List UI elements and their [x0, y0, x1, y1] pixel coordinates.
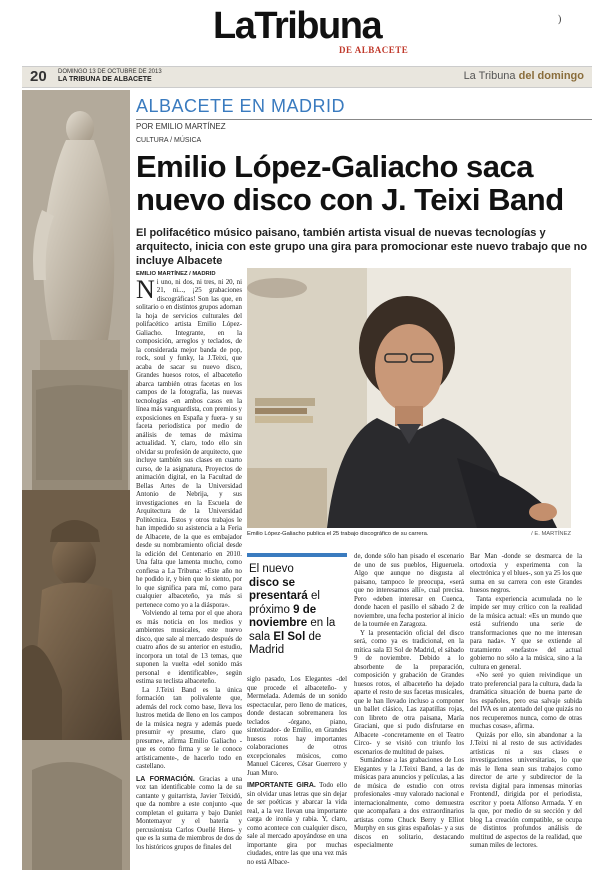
photo-caption — [247, 531, 571, 537]
column-4-paragraph-2: Tanta experiencia acumulada no le impide ser muy crítico con la realidad de la música actual: «Es un mundo que está sufriendo una serie de transformaciones que no me interesan para nada». Y que se extiende al tratamiento «nefasto» del actual gobierno no sólo a la música, sino a la cultura en general. — [470, 595, 582, 671]
article-column-3 — [354, 553, 464, 870]
masthead-subtitle: DE ALBACETE — [339, 45, 409, 55]
pull-quote-l4: 9 de noviembre — [249, 603, 317, 629]
column-2-paragraph-2: Todo ello sin olvidar unas letras que sin dejar de ser poéticas y abarcar la vida real, a la vez llevan una importante carga de ironía y rabia. Y, claro, como acontece con cualquier disco, sale al mercado apoyándose en una importante gira por muchas ciudades, entre las que una vez más no está Albace- — [247, 782, 347, 866]
musician-illustration — [247, 268, 571, 528]
masthead — [0, 0, 616, 62]
column-3-paragraph-3: Sumándose a las grabaciones de Los Elegantes y la J.Teixi Band, a las de músicas para anuncios y películas, a las de música de estudio con otros profesionales -muy valorado nacional e internacionalmente, como demuestra que acompañara a dos extraordinarios artistas como Chuck Berry y Elliot Murphy en sus giras españolas- y a sus discos en solitario, destacando especialmente — [354, 757, 464, 849]
column-2-paragraph-1: siglo pasado, Los Elegantes -del que procede el albaceteño- y Mermelada. Además de un sonido espectacular, pero lleno de matices, donde destacan sobremanera los teclados -órgano, piano, sintetizador- de Emilio, en Grandes huesos rotos hay importantes colaboraciones de otros excepcionales músicos, como Manuel Cáceres, César Guerrero y Juan Muro. — [247, 676, 347, 777]
supplement-lead: La Tribuna — [463, 70, 516, 82]
folio-publication: LA TRIBUNA DE ALBACETE — [58, 76, 152, 83]
column-1-paragraph-1: i uno, ni dos, ni tres, ni 20, ni 21, ni..., ¡25 grabaciones discográficas! Son las que, en solitario o en distintos grupos adornan la hoja de servicios culturales del polifacético artista Emilio López-Galiacho. Integrante, en la composición, arreglos y teclados, de la considerada mejor banda de pop, rock, soul y funky, la J.Teixi, que acaba de sacar su nuevo disco, Grandes huesos rotos, el albaceteño abarca también otras facetas en los campos de la fotografía, las nuevas tecnologías -en ambos casos en la línea más vanguardista, con premios y exposiciones en España y fuera- y su faceta periodística por medio de análisis de temas de máxima actualidad. Y, claro, todo ello sin olvidar su profesión de arquitecto, que incluye también sus clases en cuarto curso, de la asignatura, Proyectos de animación digital, en la Facultad de Bellas Artes de la Universidad Antonio de Nebrija, y sus investigaciones en la Escuela de Arquitectura de la Universidad Politécnica. Estos y otros trabajos le han impedido su asistencia a la Feria de Albacete, de la que es embajador desde su nombramiento oficial desde la edición del Centenario en 2010. Una falta que lamenta mucho, como confiesa a La Tribuna: «Este año no he podido ir, y bien que lo siento, por lo que significa para mí, como para cualquier albaceteño, ya más si pertenece como yo a la diáspora». — [136, 278, 242, 609]
pull-quote-l2: disco se presentará — [249, 576, 308, 602]
page-number: 20 — [30, 68, 47, 85]
pull-quote-l7: de Madrid — [249, 630, 322, 656]
column-4-paragraph-1: Bar Man -donde se desmarca de la ortodoxia y experimenta con la electrónica y el blues-, son ya 25 los que suma en su carrera con este Grandes huesos negros. — [470, 553, 582, 594]
section-divider — [136, 119, 592, 120]
pull-quote-l1: El nuevo — [249, 563, 294, 575]
article-column-1 — [136, 270, 242, 870]
folio-bar — [22, 66, 592, 88]
column-1-paragraph-2: Volviendo al tema por el que ahora es más noticia en los medios y ambientes musicales, este nuevo disco, que sale al mercado después de cuatro años de su anterior en estudio, incorpora un total de 13 temas, que suponen la vuelta «del sonido más personal e identificable», según estima su teclista albaceteño. — [136, 610, 242, 685]
article-column-4 — [470, 553, 582, 870]
masthead-title: LaTribuna — [213, 5, 382, 47]
headline: Emilio López-Galiacho saca nuevo disco con J. Teixi Band — [136, 149, 564, 217]
column-3-paragraph-2: Y la presentación oficial del disco será, como ya es tradicional, en la mítica sala El Sol de Madrid, el sábado 9 de noviembre. Debido a lo absorbente de la preparación, composición y grabación de Grandes huesos rotos, el albaceteño ha dejado aparte el resto de sus facetas musicales, que le han llevado incluso a componer un ballet clásico, Las zapatillas rojas, con libreto de otra paisana, María Graciani, que si pudo disfrutarse en Albacete -concretamente en el Teatro Circo- y se visitó con triunfo los escenarios de multitud de países. — [354, 629, 464, 756]
photo-credit: / E. MARTÍNEZ — [531, 531, 571, 537]
musician-photo — [247, 268, 571, 528]
category-label: CULTURA / MÚSICA — [136, 137, 202, 144]
column-4-paragraph-4: Quizás por ello, sin abandonar a la J.Teixi ni al resto de sus actividades artísticas ni a sus clases e investigaciones universitarias, lo que más le llena sean sus trabajos como director de arte y subdirector de la revista digital para inmensas minorías FrontendJ, dirigida por el periodista, escritor y poeta Alfonso Armada. Y en la que, por medio de su sección y del blog La creación compatible, se ocupa de distintos profundos análisis de multitud de aspectos de la realidad, que suman miles de lectores. — [470, 731, 582, 849]
supplement-name — [464, 70, 584, 82]
subhead-tour: IMPORTANTE GIRA. — [247, 782, 316, 789]
deck: El polifacético músico paisano, también artista visual de nuevas tecnologías y arquitecto, inicia con este grupo una gira para promocionar este nuevo trabajo que no incluye Albacete — [136, 227, 588, 267]
pull-quote-l6: El Sol — [273, 630, 306, 643]
subhead-formation: LA FORMACIÓN. — [136, 775, 195, 783]
article-byline: EMILIO MARTÍNEZ / MADRID — [136, 271, 216, 277]
byline-top: POR EMILIO MARTÍNEZ — [136, 122, 226, 131]
column-3-paragraph-1: de, donde sólo han pisado el escenario de uno de sus pueblos, Higueruela. Algo que aunque no disgusta al paisano, tampoco le preocupa, «será que no interesamos allí», cual precisa. Pero «deben interesar en Cuenca, donde hacen el pasillo el sábado 2 de noviembre, una fecha posterior al inicio de la tournée en Zaragoza. — [354, 553, 464, 628]
column-4-paragraph-3: «No seré yo quien reivindique un trato preferencial para la cultura, dada la dramática situación de buena parte de los españoles, pero esa salvaje subida del IVA es un atentado del que quizás no nos recuperemos nunca, como de otras muchas cosas», afirma. — [470, 672, 582, 730]
section-title: ALBACETE EN MADRID — [136, 96, 346, 116]
column-1-paragraph-4: Gracias a una voz tan identificable como la de su cantante y guitarrista, Javier Teixidó, que da nombre a este conjunto -que completan el guitarra y bajo Daniel Montemayor y el batería y percusionista Carlos Ouellé Hens- y que es la suma de miembros de dos de los históricos grupos de finales del — [136, 775, 242, 851]
pull-quote-l3: el próximo — [249, 590, 320, 616]
article-column-2 — [247, 676, 347, 870]
folio-date: DOMINGO 13 DE OCTUBRE DE 2013 — [58, 69, 162, 75]
pull-quote — [247, 553, 347, 675]
sculpture-photo — [22, 90, 130, 870]
column-1-paragraph-3: La J.Teixi Band es la única formación tan polivalente que, además del rock como base, lleva los lustros metida de lleno en los campos de la música negra y además puede presumir «y presume, claro que presume», afirma Emilio Galiacho -que es como firma y se le conoce artísticamente-, de hacerlo todo en castellano. — [136, 686, 242, 770]
drop-cap: N — [136, 274, 155, 304]
sculpture-illustration — [22, 90, 130, 870]
caption-text: Emilio López-Galiacho publica el 25 trabajo discográfico de su carrera. — [247, 531, 429, 537]
pull-quote-l5: en la sala — [249, 617, 336, 643]
supplement-bold: del domingo — [518, 70, 584, 82]
corner-mark: ) — [558, 14, 562, 25]
